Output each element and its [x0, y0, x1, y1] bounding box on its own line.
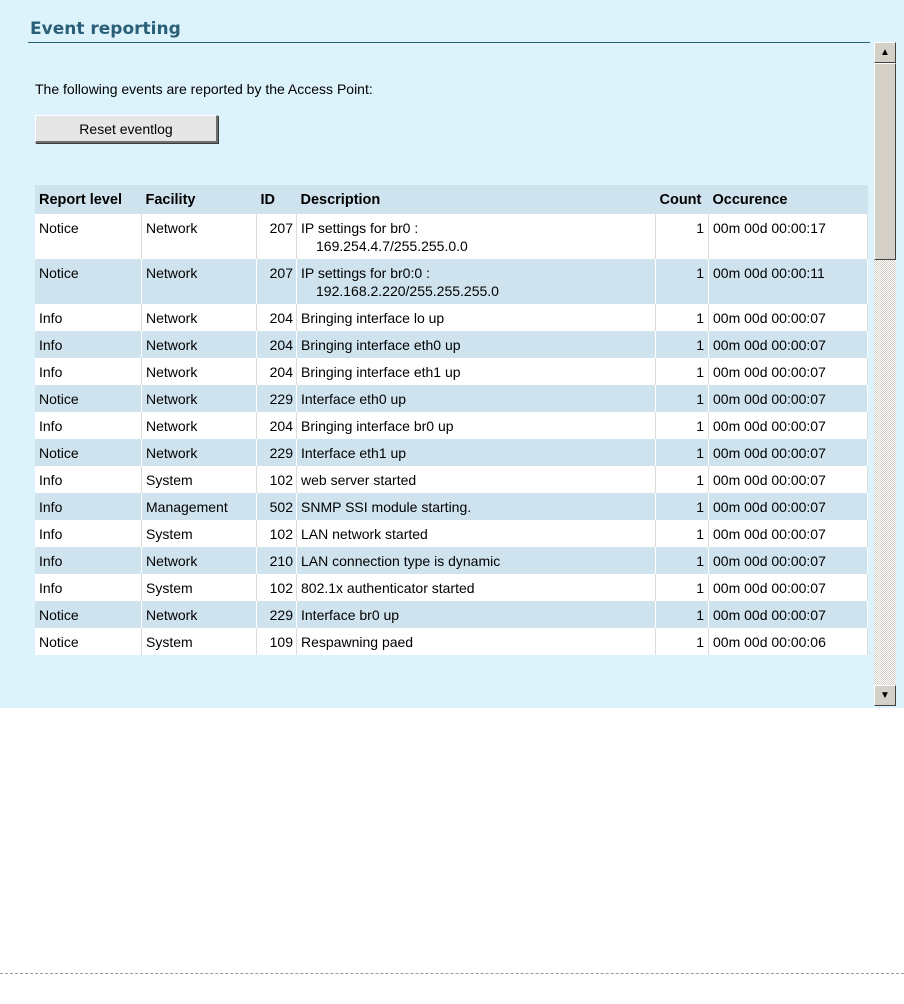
cell-count: 1 [656, 547, 709, 574]
cell-count: 1 [656, 493, 709, 520]
cell-occurence: 00m 00d 00:00:07 [709, 466, 868, 493]
arrow-down-icon[interactable]: ▼ [874, 685, 896, 706]
cell-occurence: 00m 00d 00:00:07 [709, 412, 868, 439]
table-row [35, 439, 868, 466]
description-line: IP settings for br0:0 : [301, 265, 430, 281]
cell-description [297, 466, 656, 493]
cell-description [297, 259, 656, 304]
cell-report-level: Notice [35, 439, 142, 466]
cell-occurence: 00m 00d 00:00:07 [709, 520, 868, 547]
cell-id: 102 [257, 520, 297, 547]
cell-count: 1 [656, 331, 709, 358]
description-line: web server started [301, 472, 417, 488]
cell-facility: Network [142, 259, 257, 304]
cell-id: 207 [257, 214, 297, 259]
event-table-body [35, 214, 868, 655]
cell-count: 1 [656, 385, 709, 412]
description-line: Interface eth0 up [301, 391, 407, 407]
cell-report-level: Info [35, 331, 142, 358]
cell-facility: Network [142, 331, 257, 358]
cell-count: 1 [656, 439, 709, 466]
cell-id: 109 [257, 628, 297, 655]
cell-count: 1 [656, 574, 709, 601]
cell-facility: Network [142, 601, 257, 628]
cell-occurence: 00m 00d 00:00:07 [709, 601, 868, 628]
cell-id: 229 [257, 601, 297, 628]
description-line: SNMP SSI module starting. [301, 499, 472, 515]
description-line: Bringing interface eth0 up [301, 337, 461, 353]
header-id: ID [257, 185, 297, 214]
cell-description [297, 628, 656, 655]
table-row [35, 466, 868, 493]
cell-count: 1 [656, 601, 709, 628]
cell-report-level: Info [35, 547, 142, 574]
event-table [35, 185, 868, 655]
table-row [35, 331, 868, 358]
cell-report-level: Info [35, 493, 142, 520]
cell-description [297, 385, 656, 412]
reset-eventlog-button[interactable]: Reset eventlog [35, 115, 218, 143]
cell-facility: Network [142, 547, 257, 574]
cell-count: 1 [656, 358, 709, 385]
cell-id: 502 [257, 493, 297, 520]
cell-occurence: 00m 00d 00:00:07 [709, 385, 868, 412]
vertical-scrollbar[interactable] [874, 42, 896, 706]
scrollbar-thumb[interactable] [874, 63, 896, 260]
cell-description [297, 412, 656, 439]
cell-occurence: 00m 00d 00:00:07 [709, 358, 868, 385]
cell-report-level: Info [35, 466, 142, 493]
description-line: Interface br0 up [301, 607, 400, 623]
table-row [35, 628, 868, 655]
table-row [35, 601, 868, 628]
cell-id: 210 [257, 547, 297, 574]
table-row [35, 385, 868, 412]
table-row [35, 412, 868, 439]
cell-occurence: 00m 00d 00:00:07 [709, 574, 868, 601]
cell-report-level: Info [35, 412, 142, 439]
cell-facility: System [142, 520, 257, 547]
cell-occurence: 00m 00d 00:00:11 [709, 259, 868, 304]
table-row [35, 259, 868, 304]
cell-facility: Network [142, 439, 257, 466]
cell-occurence: 00m 00d 00:00:07 [709, 493, 868, 520]
cell-id: 204 [257, 331, 297, 358]
cell-description [297, 547, 656, 574]
cell-description [297, 601, 656, 628]
description-line: 169.254.4.7/255.255.0.0 [316, 238, 468, 254]
cell-occurence: 00m 00d 00:00:07 [709, 547, 868, 574]
cell-report-level: Info [35, 574, 142, 601]
cell-description [297, 439, 656, 466]
header-count: Count [656, 185, 709, 214]
table-row [35, 574, 868, 601]
cell-description [297, 331, 656, 358]
cell-report-level: Info [35, 358, 142, 385]
cell-count: 1 [656, 520, 709, 547]
description-line: Respawning paed [301, 634, 414, 650]
table-row [35, 493, 868, 520]
cell-count: 1 [656, 412, 709, 439]
table-header-row [35, 185, 868, 214]
cell-report-level: Notice [35, 628, 142, 655]
cell-occurence: 00m 00d 00:00:07 [709, 439, 868, 466]
description-line: IP settings for br0 : [301, 220, 419, 236]
cell-report-level: Notice [35, 214, 142, 259]
event-table-viewport [35, 185, 869, 705]
title-divider [28, 42, 870, 43]
cell-id: 204 [257, 412, 297, 439]
cell-id: 204 [257, 304, 297, 331]
cell-facility: Network [142, 358, 257, 385]
footer-divider [0, 973, 904, 974]
cell-occurence: 00m 00d 00:00:07 [709, 331, 868, 358]
table-row [35, 304, 868, 331]
cell-description [297, 574, 656, 601]
cell-description [297, 214, 656, 259]
cell-facility: Network [142, 385, 257, 412]
cell-description [297, 304, 656, 331]
cell-facility: System [142, 466, 257, 493]
cell-id: 229 [257, 385, 297, 412]
cell-count: 1 [656, 259, 709, 304]
cell-id: 207 [257, 259, 297, 304]
cell-report-level: Notice [35, 601, 142, 628]
cell-id: 102 [257, 574, 297, 601]
cell-facility: Network [142, 304, 257, 331]
cell-report-level: Notice [35, 259, 142, 304]
description-line: LAN connection type is dynamic [301, 553, 501, 569]
description-line: Bringing interface br0 up [301, 418, 454, 434]
section-title: Event reporting [30, 19, 181, 39]
cell-id: 204 [257, 358, 297, 385]
cell-count: 1 [656, 214, 709, 259]
cell-report-level: Info [35, 304, 142, 331]
cell-facility: System [142, 574, 257, 601]
cell-id: 229 [257, 439, 297, 466]
cell-occurence: 00m 00d 00:00:17 [709, 214, 868, 259]
description-line: Bringing interface eth1 up [301, 364, 461, 380]
description-line: 802.1x authenticator started [301, 580, 475, 596]
description-line: LAN network started [301, 526, 428, 542]
description-line: 192.168.2.220/255.255.255.0 [316, 283, 499, 299]
cell-count: 1 [656, 628, 709, 655]
table-row [35, 520, 868, 547]
cell-report-level: Notice [35, 385, 142, 412]
cell-count: 1 [656, 466, 709, 493]
cell-facility: Management [142, 493, 257, 520]
cell-report-level: Info [35, 520, 142, 547]
cell-count: 1 [656, 304, 709, 331]
cell-description [297, 493, 656, 520]
header-report-level: Report level [35, 185, 142, 214]
cell-description [297, 520, 656, 547]
table-row [35, 547, 868, 574]
table-row [35, 358, 868, 385]
header-occurence: Occurence [709, 185, 868, 214]
table-row [35, 214, 868, 259]
cell-occurence: 00m 00d 00:00:07 [709, 304, 868, 331]
intro-text: The following events are reported by the Access Point: [35, 81, 373, 97]
cell-facility: Network [142, 214, 257, 259]
description-line: Interface eth1 up [301, 445, 407, 461]
arrow-up-icon[interactable]: ▲ [874, 42, 896, 63]
header-facility: Facility [142, 185, 257, 214]
cell-facility: Network [142, 412, 257, 439]
cell-description [297, 358, 656, 385]
cell-id: 102 [257, 466, 297, 493]
description-line: Bringing interface lo up [301, 310, 445, 326]
header-description: Description [297, 185, 656, 214]
cell-facility: System [142, 628, 257, 655]
cell-occurence: 00m 00d 00:00:06 [709, 628, 868, 655]
